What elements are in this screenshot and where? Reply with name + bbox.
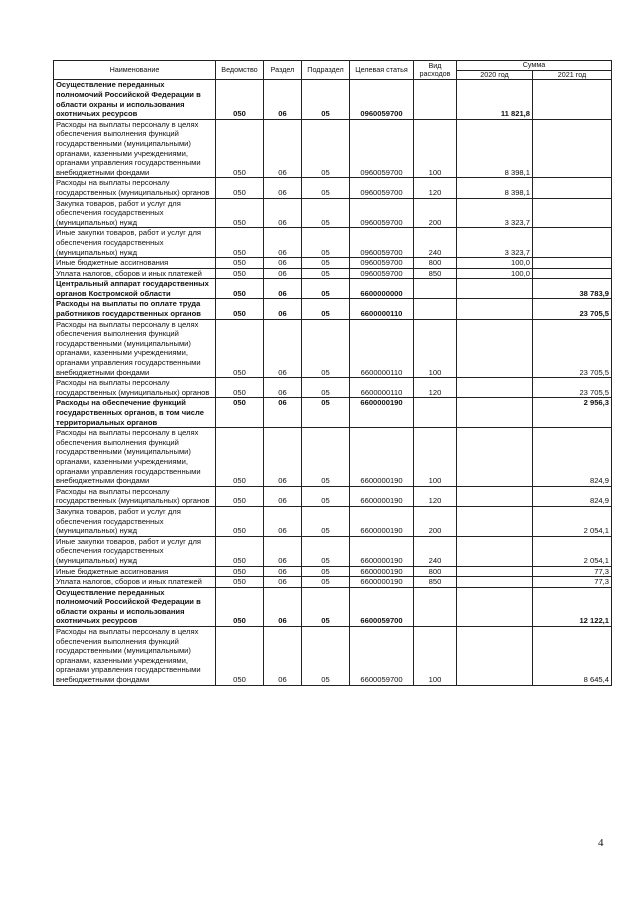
cell-razdel: 06 xyxy=(264,506,302,536)
cell-sum-2020 xyxy=(457,378,533,398)
cell-vedomstvo: 050 xyxy=(216,486,264,506)
table-row xyxy=(54,268,612,279)
cell-vedomstvo: 050 xyxy=(216,258,264,269)
cell-razdel: 06 xyxy=(264,577,302,588)
cell-name: Расходы на выплаты персоналу в целях обеспечения выполнения функций государственными (муниципальными) органами, казенными учреждениями, органами управления государственными внебюджетными фондами xyxy=(54,627,216,686)
header-target-article: Целевая статья xyxy=(350,61,414,80)
cell-sum-2020: 8 398,1 xyxy=(457,119,533,178)
cell-name: Закупка товаров, работ и услуг для обеспечения государственных (муниципальных) нужд xyxy=(54,198,216,228)
table-row xyxy=(54,566,612,577)
cell-razdel: 06 xyxy=(264,319,302,378)
cell-name: Уплата налогов, сборов и иных платежей xyxy=(54,577,216,588)
cell-razdel: 06 xyxy=(264,258,302,269)
cell-name: Центральный аппарат государственных органов Костромской области xyxy=(54,279,216,299)
cell-sum-2021 xyxy=(533,268,612,279)
cell-razdel: 06 xyxy=(264,566,302,577)
cell-sum-2021: 12 122,1 xyxy=(533,587,612,626)
cell-target-article: 6600000190 xyxy=(350,506,414,536)
cell-expense-type: 200 xyxy=(414,506,457,536)
cell-target-article: 6600000110 xyxy=(350,378,414,398)
cell-sum-2021: 2 956,3 xyxy=(533,398,612,428)
cell-target-article: 6600000190 xyxy=(350,486,414,506)
table-row xyxy=(54,486,612,506)
cell-expense-type: 120 xyxy=(414,378,457,398)
cell-podrazdel: 05 xyxy=(302,486,350,506)
cell-expense-type: 800 xyxy=(414,258,457,269)
cell-target-article: 6600000000 xyxy=(350,279,414,299)
cell-expense-type: 100 xyxy=(414,627,457,686)
header-year-2021: 2021 год xyxy=(533,71,612,80)
cell-name: Иные бюджетные ассигнования xyxy=(54,566,216,577)
cell-podrazdel: 05 xyxy=(302,279,350,299)
cell-sum-2021 xyxy=(533,258,612,269)
cell-vedomstvo: 050 xyxy=(216,398,264,428)
cell-vedomstvo: 050 xyxy=(216,198,264,228)
cell-target-article: 6600000190 xyxy=(350,398,414,428)
cell-expense-type: 850 xyxy=(414,268,457,279)
cell-expense-type xyxy=(414,587,457,626)
cell-expense-type: 100 xyxy=(414,428,457,487)
cell-sum-2021: 38 783,9 xyxy=(533,279,612,299)
cell-sum-2021: 2 054,1 xyxy=(533,536,612,566)
table-header xyxy=(54,61,612,80)
cell-vedomstvo: 050 xyxy=(216,228,264,258)
cell-name: Расходы на выплаты по оплате труда работников государственных органов xyxy=(54,299,216,319)
cell-vedomstvo: 050 xyxy=(216,378,264,398)
table-row xyxy=(54,279,612,299)
cell-expense-type: 120 xyxy=(414,178,457,198)
cell-name: Расходы на выплаты персоналу в целях обеспечения выполнения функций государственными (муниципальными) органами, казенными учреждениями, органами управления государственными внебюджетными фондами xyxy=(54,319,216,378)
cell-sum-2021: 23 705,5 xyxy=(533,319,612,378)
header-sum: Сумма xyxy=(457,61,612,71)
cell-vedomstvo: 050 xyxy=(216,428,264,487)
cell-sum-2020 xyxy=(457,566,533,577)
page-number: 4 xyxy=(598,837,604,849)
cell-razdel: 06 xyxy=(264,198,302,228)
cell-podrazdel: 05 xyxy=(302,80,350,119)
cell-vedomstvo: 050 xyxy=(216,268,264,279)
cell-sum-2021 xyxy=(533,228,612,258)
cell-target-article: 0960059700 xyxy=(350,268,414,279)
cell-razdel: 06 xyxy=(264,486,302,506)
cell-name: Осуществление переданных полномочий Российской Федерации в области охраны и использования охотничьих ресурсов xyxy=(54,587,216,626)
cell-name: Иные закупки товаров, работ и услуг для обеспечения государственных (муниципальных) нужд xyxy=(54,536,216,566)
cell-sum-2020: 11 821,8 xyxy=(457,80,533,119)
cell-target-article: 6600000190 xyxy=(350,428,414,487)
cell-podrazdel: 05 xyxy=(302,587,350,626)
cell-sum-2020: 8 398,1 xyxy=(457,178,533,198)
cell-vedomstvo: 050 xyxy=(216,506,264,536)
cell-razdel: 06 xyxy=(264,279,302,299)
cell-podrazdel: 05 xyxy=(302,198,350,228)
cell-sum-2021 xyxy=(533,80,612,119)
header-razdel: Раздел xyxy=(264,61,302,80)
cell-name: Расходы на выплаты персоналу государственных (муниципальных) органов xyxy=(54,178,216,198)
cell-sum-2020 xyxy=(457,279,533,299)
cell-name: Закупка товаров, работ и услуг для обеспечения государственных (муниципальных) нужд xyxy=(54,506,216,536)
table-row xyxy=(54,198,612,228)
table-row xyxy=(54,536,612,566)
cell-vedomstvo: 050 xyxy=(216,319,264,378)
cell-expense-type xyxy=(414,279,457,299)
cell-sum-2021: 23 705,5 xyxy=(533,378,612,398)
cell-vedomstvo: 050 xyxy=(216,80,264,119)
cell-sum-2021 xyxy=(533,178,612,198)
cell-expense-type: 200 xyxy=(414,198,457,228)
table-row xyxy=(54,119,612,178)
table-row xyxy=(54,428,612,487)
cell-sum-2020 xyxy=(457,577,533,588)
table-body xyxy=(54,80,612,685)
cell-razdel: 06 xyxy=(264,398,302,428)
cell-sum-2021: 23 705,5 xyxy=(533,299,612,319)
cell-sum-2020: 3 323,7 xyxy=(457,228,533,258)
cell-razdel: 06 xyxy=(264,428,302,487)
cell-sum-2020: 3 323,7 xyxy=(457,198,533,228)
cell-target-article: 6600059700 xyxy=(350,627,414,686)
cell-expense-type: 100 xyxy=(414,319,457,378)
cell-razdel: 06 xyxy=(264,178,302,198)
cell-podrazdel: 05 xyxy=(302,319,350,378)
budget-table xyxy=(53,60,612,686)
table-row xyxy=(54,258,612,269)
cell-name: Расходы на выплаты персоналу государственных (муниципальных) органов xyxy=(54,486,216,506)
cell-expense-type: 100 xyxy=(414,119,457,178)
table-row xyxy=(54,587,612,626)
cell-name: Осуществление переданных полномочий Российской Федерации в области охраны и использования охотничьих ресурсов xyxy=(54,80,216,119)
cell-vedomstvo: 050 xyxy=(216,627,264,686)
cell-sum-2021: 824,9 xyxy=(533,486,612,506)
cell-sum-2020 xyxy=(457,536,533,566)
cell-name: Иные бюджетные ассигнования xyxy=(54,258,216,269)
cell-sum-2021 xyxy=(533,119,612,178)
cell-target-article: 0960059700 xyxy=(350,198,414,228)
cell-vedomstvo: 050 xyxy=(216,279,264,299)
cell-vedomstvo: 050 xyxy=(216,536,264,566)
cell-target-article: 6600000190 xyxy=(350,566,414,577)
cell-sum-2020 xyxy=(457,398,533,428)
header-name: Наименование xyxy=(54,61,216,80)
cell-podrazdel: 05 xyxy=(302,536,350,566)
header-expense-type: Вид расходов xyxy=(414,61,457,80)
cell-podrazdel: 05 xyxy=(302,506,350,536)
cell-sum-2021: 77,3 xyxy=(533,577,612,588)
cell-vedomstvo: 050 xyxy=(216,566,264,577)
cell-target-article: 0960059700 xyxy=(350,178,414,198)
cell-sum-2020: 100,0 xyxy=(457,268,533,279)
cell-sum-2021 xyxy=(533,198,612,228)
cell-sum-2020: 100,0 xyxy=(457,258,533,269)
cell-vedomstvo: 050 xyxy=(216,587,264,626)
cell-target-article: 0960059700 xyxy=(350,80,414,119)
cell-expense-type: 850 xyxy=(414,577,457,588)
cell-expense-type xyxy=(414,398,457,428)
cell-target-article: 0960059700 xyxy=(350,258,414,269)
cell-razdel: 06 xyxy=(264,299,302,319)
cell-vedomstvo: 050 xyxy=(216,299,264,319)
cell-sum-2020 xyxy=(457,627,533,686)
cell-razdel: 06 xyxy=(264,80,302,119)
table-row xyxy=(54,319,612,378)
cell-sum-2021: 2 054,1 xyxy=(533,506,612,536)
cell-name: Уплата налогов, сборов и иных платежей xyxy=(54,268,216,279)
cell-target-article: 0960059700 xyxy=(350,119,414,178)
cell-sum-2020 xyxy=(457,486,533,506)
cell-podrazdel: 05 xyxy=(302,258,350,269)
cell-sum-2020 xyxy=(457,428,533,487)
cell-target-article: 6600000110 xyxy=(350,299,414,319)
cell-expense-type: 120 xyxy=(414,486,457,506)
header-vedomstvo: Ведомство xyxy=(216,61,264,80)
cell-podrazdel: 05 xyxy=(302,378,350,398)
cell-name: Иные закупки товаров, работ и услуг для обеспечения государственных (муниципальных) нужд xyxy=(54,228,216,258)
cell-podrazdel: 05 xyxy=(302,268,350,279)
cell-expense-type xyxy=(414,80,457,119)
cell-sum-2021: 824,9 xyxy=(533,428,612,487)
table-row xyxy=(54,378,612,398)
cell-podrazdel: 05 xyxy=(302,119,350,178)
cell-razdel: 06 xyxy=(264,627,302,686)
cell-podrazdel: 05 xyxy=(302,299,350,319)
cell-name: Расходы на выплаты персоналу в целях обеспечения выполнения функций государственными (муниципальными) органами, казенными учреждениями, органами управления государственными внебюджетными фондами xyxy=(54,428,216,487)
table-row xyxy=(54,80,612,119)
cell-razdel: 06 xyxy=(264,587,302,626)
cell-podrazdel: 05 xyxy=(302,428,350,487)
cell-podrazdel: 05 xyxy=(302,577,350,588)
cell-target-article: 6600000190 xyxy=(350,577,414,588)
cell-podrazdel: 05 xyxy=(302,627,350,686)
cell-podrazdel: 05 xyxy=(302,398,350,428)
table-row xyxy=(54,627,612,686)
cell-sum-2021: 77,3 xyxy=(533,566,612,577)
table-row xyxy=(54,228,612,258)
table-row xyxy=(54,178,612,198)
cell-sum-2020 xyxy=(457,299,533,319)
cell-target-article: 0960059700 xyxy=(350,228,414,258)
cell-name: Расходы на выплаты персоналу в целях обеспечения выполнения функций государственными (муниципальными) органами, казенными учреждениями, органами управления государственными внебюджетными фондами xyxy=(54,119,216,178)
cell-expense-type: 240 xyxy=(414,536,457,566)
cell-expense-type: 800 xyxy=(414,566,457,577)
cell-vedomstvo: 050 xyxy=(216,577,264,588)
cell-sum-2020 xyxy=(457,506,533,536)
cell-expense-type xyxy=(414,299,457,319)
cell-vedomstvo: 050 xyxy=(216,178,264,198)
cell-razdel: 06 xyxy=(264,268,302,279)
cell-razdel: 06 xyxy=(264,378,302,398)
cell-name: Расходы на обеспечение функций государственных органов, в том числе территориальных органов xyxy=(54,398,216,428)
cell-podrazdel: 05 xyxy=(302,228,350,258)
cell-razdel: 06 xyxy=(264,119,302,178)
cell-podrazdel: 05 xyxy=(302,566,350,577)
table-row xyxy=(54,398,612,428)
cell-target-article: 6600059700 xyxy=(350,587,414,626)
cell-sum-2020 xyxy=(457,587,533,626)
cell-expense-type: 240 xyxy=(414,228,457,258)
header-podrazdel: Подраздел xyxy=(302,61,350,80)
cell-razdel: 06 xyxy=(264,228,302,258)
cell-razdel: 06 xyxy=(264,536,302,566)
cell-target-article: 6600000110 xyxy=(350,319,414,378)
cell-sum-2020 xyxy=(457,319,533,378)
cell-name: Расходы на выплаты персоналу государственных (муниципальных) органов xyxy=(54,378,216,398)
header-year-2020: 2020 год xyxy=(457,71,533,80)
cell-sum-2021: 8 645,4 xyxy=(533,627,612,686)
cell-podrazdel: 05 xyxy=(302,178,350,198)
table-row xyxy=(54,506,612,536)
cell-vedomstvo: 050 xyxy=(216,119,264,178)
table-row xyxy=(54,577,612,588)
table-row xyxy=(54,299,612,319)
cell-target-article: 6600000190 xyxy=(350,536,414,566)
